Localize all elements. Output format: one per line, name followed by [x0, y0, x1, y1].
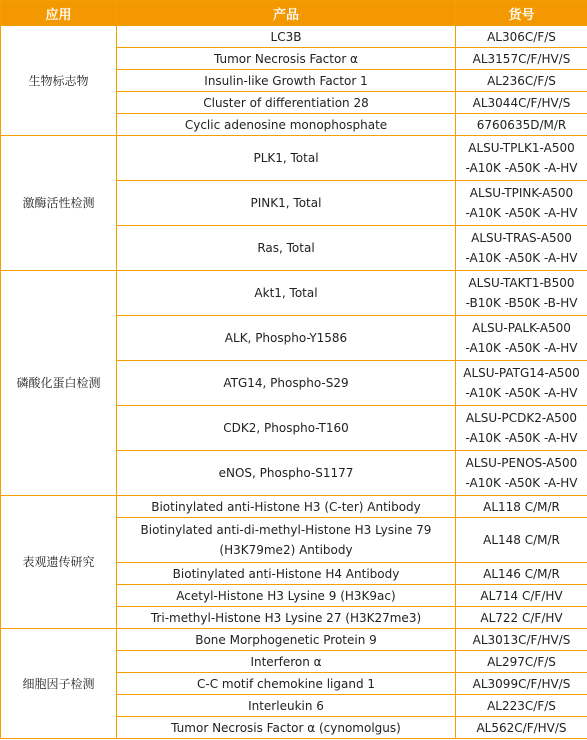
code-cell: AL3013C/F/HV/S [456, 629, 587, 651]
code-cell: ALSU-TPLK1-A500 -A10K -A50K -A-HV [456, 136, 587, 181]
code-cell: AL562C/F/HV/S [456, 717, 587, 739]
code-cell: AL722 C/F/HV [456, 607, 587, 629]
code-cell: AL3157C/F/HV/S [456, 48, 587, 70]
product-cell: ALK, Phospho-Y1586 [117, 316, 456, 361]
product-cell: Biotinylated anti-Histone H4 Antibody [117, 563, 456, 585]
product-cell: Ras, Total [117, 226, 456, 271]
code-cell: ALSU-PALK-A500 -A10K -A50K -A-HV [456, 316, 587, 361]
application-cell: 生物标志物 [1, 26, 117, 136]
product-cell: Insulin-like Growth Factor 1 [117, 70, 456, 92]
product-cell: PINK1, Total [117, 181, 456, 226]
product-cell: Tumor Necrosis Factor α (cynomolgus) [117, 717, 456, 739]
product-cell: ATG14, Phospho-S29 [117, 361, 456, 406]
code-cell: ALSU-TPINK-A500 -A10K -A50K -A-HV [456, 181, 587, 226]
header-row [1, 1, 587, 26]
code-cell: AL714 C/F/HV [456, 585, 587, 607]
code-cell: AL236C/F/S [456, 70, 587, 92]
code-cell: 6760635D/M/R [456, 114, 587, 136]
product-cell: Biotinylated anti-Histone H3 (C-ter) Antibody [117, 496, 456, 518]
code-cell: ALSU-TAKT1-B500 -B10K -B50K -B-HV [456, 271, 587, 316]
code-cell: AL223C/F/S [456, 695, 587, 717]
product-cell: Tri-methyl-Histone H3 Lysine 27 (H3K27me3) [117, 607, 456, 629]
product-cell: Tumor Necrosis Factor α [117, 48, 456, 70]
header-application: 应用 [1, 1, 117, 26]
product-cell: Interferon α [117, 651, 456, 673]
code-cell: ALSU-TRAS-A500 -A10K -A50K -A-HV [456, 226, 587, 271]
code-cell: AL306C/F/S [456, 26, 587, 48]
application-cell: 表观遗传研究 [1, 496, 117, 629]
table-row [1, 136, 587, 181]
table-row [1, 26, 587, 48]
code-cell: ALSU-PCDK2-A500 -A10K -A50K -A-HV [456, 406, 587, 451]
application-cell: 磷酸化蛋白检测 [1, 271, 117, 496]
code-cell: AL3044C/F/HV/S [456, 92, 587, 114]
product-cell: Biotinylated anti-di-methyl-Histone H3 Lysine 79 (H3K79me2) Antibody [117, 518, 456, 563]
code-cell: ALSU-PATG14-A500 -A10K -A50K -A-HV [456, 361, 587, 406]
code-cell: AL297C/F/S [456, 651, 587, 673]
table-body [1, 26, 587, 739]
product-cell: Akt1, Total [117, 271, 456, 316]
product-cell: Acetyl-Histone H3 Lysine 9 (H3K9ac) [117, 585, 456, 607]
table-row [1, 271, 587, 316]
code-cell: AL3099C/F/HV/S [456, 673, 587, 695]
application-cell: 激酶活性检测 [1, 136, 117, 271]
code-cell: AL146 C/M/R [456, 563, 587, 585]
code-cell: ALSU-PENOS-A500 -A10K -A50K -A-HV [456, 451, 587, 496]
product-cell: PLK1, Total [117, 136, 456, 181]
product-cell: C-C motif chemokine ligand 1 [117, 673, 456, 695]
product-cell: CDK2, Phospho-T160 [117, 406, 456, 451]
header-code: 货号 [456, 1, 587, 26]
product-cell: eNOS, Phospho-S1177 [117, 451, 456, 496]
product-cell: Bone Morphogenetic Protein 9 [117, 629, 456, 651]
application-cell: 细胞因子检测 [1, 629, 117, 739]
product-cell: Interleukin 6 [117, 695, 456, 717]
table-row [1, 629, 587, 651]
table-row [1, 496, 587, 518]
product-cell: Cluster of differentiation 28 [117, 92, 456, 114]
product-cell: LC3B [117, 26, 456, 48]
code-cell: AL118 C/M/R [456, 496, 587, 518]
code-cell: AL148 C/M/R [456, 518, 587, 563]
header-product: 产品 [117, 1, 456, 26]
product-cell: Cyclic adenosine monophosphate [117, 114, 456, 136]
